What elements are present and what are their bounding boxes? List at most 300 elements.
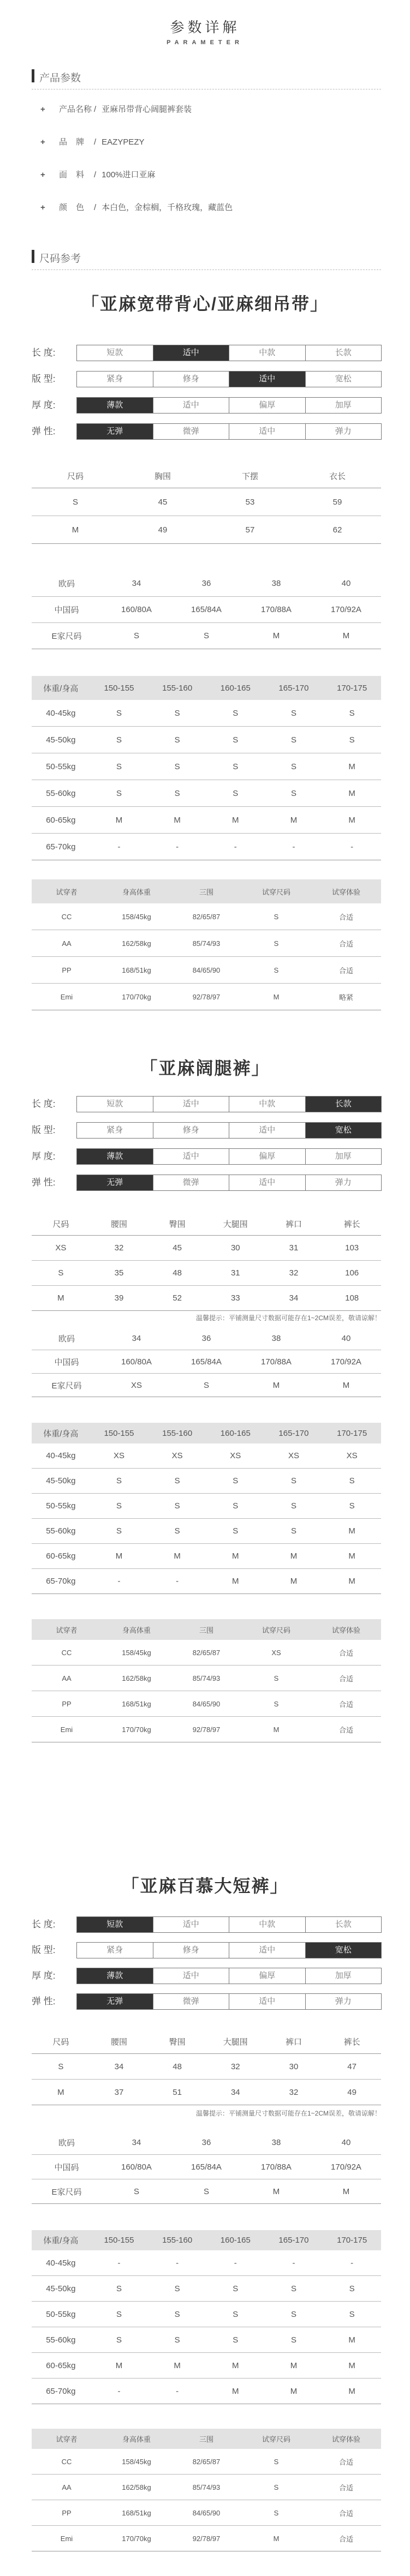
table-cell: - [90,834,148,860]
product-title: 「亚麻阔腿裤」 [140,1058,270,1078]
attr-label: 弹 性: [32,1996,56,2006]
conversion-table [32,1327,381,1397]
table-cell: M [90,807,148,834]
weight-height-table [32,1423,381,1594]
attr-length [32,1096,381,1112]
attr-label: 厚 度: [32,1151,56,1161]
table-cell: AA [32,930,102,957]
table-cell: M [32,516,119,544]
param-value: EAZYPEZY [102,137,145,147]
table-cell: 55-60kg [32,1519,90,1544]
table-cell: 55-60kg [32,780,90,807]
table-cell: S [148,1519,206,1544]
table-cell: M [265,2353,323,2379]
measure-table [32,1212,381,1311]
header-cell: 155-160 [148,1423,206,1443]
attr-option: 短款 [77,1097,153,1112]
table-cell: M [265,807,323,834]
param-key: 品 牌 [59,137,88,147]
table-cell: PP [32,1691,102,1717]
table-cell: E家尺码 [32,623,102,649]
table-cell: 合适 [311,1717,381,1742]
page-title: 参数详解 [170,19,240,35]
table-cell: 65-70kg [32,834,90,860]
table-cell: S [206,2302,265,2327]
table-row [32,1519,381,1544]
header-cell: 试穿尺码 [241,879,311,903]
header-cell: 160-165 [206,676,265,700]
table-cell: S [206,1494,265,1519]
table-cell: 49 [323,2080,381,2105]
conversion-table [32,571,381,649]
table-cell: 170/92A [311,1350,381,1374]
attr-option: 无弹 [77,1175,153,1190]
attr-label: 弹 性: [32,1177,56,1188]
tryon-table [32,2429,381,2551]
tryon-table [32,879,381,1010]
table-cell: 合适 [311,1640,381,1666]
attr-option: 长款 [306,1097,382,1112]
table-cell: 82/65/87 [171,1640,241,1666]
table-row [32,1469,381,1494]
table-row [32,2080,381,2105]
table-cell: 84/65/90 [171,957,241,984]
table-cell: S [148,2276,206,2302]
table-row [32,1569,381,1594]
table-cell: 45 [119,488,206,516]
table-cell: XS [323,1443,381,1469]
table-row [32,1691,381,1717]
header-cell: 三围 [171,2429,241,2449]
table-cell: 84/65/90 [171,1691,241,1717]
table-row [32,2276,381,2302]
param-sep: / [94,137,97,147]
table-row [32,807,381,834]
table-cell: 165/84A [171,597,241,623]
table-cell: S [171,2179,241,2204]
plus-icon: + [40,137,45,147]
attr-length [32,1916,381,1933]
plus-icon: + [40,105,45,114]
attr-option: 适中 [153,1097,230,1112]
table-cell: 170/92A [311,2155,381,2179]
table-cell: PP [32,2500,102,2526]
table-cell: - [148,2379,206,2404]
header-cell: 体重/身高 [32,1423,90,1443]
attr-option: 加厚 [335,1152,352,1161]
attr-label: 长 度: [32,348,56,358]
table-row [32,571,381,597]
table-cell: - [265,834,323,860]
table-cell: S [323,700,381,727]
table-cell: Emi [32,984,102,1010]
attr-option: 偏厚 [229,1149,306,1164]
table-cell: 65-70kg [32,1569,90,1594]
attr-label: 厚 度: [32,1970,56,1981]
table-cell: M [311,2179,381,2204]
table-cell: 160/80A [102,2155,171,2179]
table-row [32,2302,381,2327]
header-cell: 身高体重 [102,1619,171,1640]
table-cell: S [241,957,311,984]
table-cell: M [323,1519,381,1544]
table-cell: S [265,753,323,780]
attr-thickness [32,1148,381,1165]
table-cell: 47 [323,2054,381,2080]
table-cell: M [206,2379,265,2404]
table-cell: 40 [311,2130,381,2155]
table-row [32,1350,381,1374]
table-cell: M [323,2327,381,2353]
table-cell: 50-55kg [32,1494,90,1519]
attr-thickness [32,397,381,414]
table-cell: 34 [90,2054,148,2080]
table-cell: 52 [148,1286,206,1311]
table-cell: M [323,753,381,780]
table-header-row [32,2029,381,2054]
plus-icon: + [40,170,45,179]
table-cell: S [206,780,265,807]
table-cell: 40 [311,1327,381,1350]
table-cell: - [148,1569,206,1594]
header-cell: 尺码 [32,464,119,488]
table-row [32,2449,381,2475]
table-cell: 37 [90,2080,148,2105]
table-cell: S [148,700,206,727]
header-cell: 165-170 [265,2230,323,2250]
header-cell: 160-165 [206,1423,265,1443]
table-cell: 32 [265,1261,323,1286]
attr-label: 版 型: [32,1945,56,1955]
table-cell: S [32,488,119,516]
table-row [32,2327,381,2353]
param-value: 本白色，金棕榈，千格玫瑰，藏蓝色 [102,203,233,212]
table-cell: 50-55kg [32,753,90,780]
table-cell: 60-65kg [32,1544,90,1569]
table-cell: M [90,2353,148,2379]
header-cell: 试穿尺码 [241,2429,311,2449]
attr-option: 无弹 [77,1994,153,2009]
table-cell: S [241,1666,311,1691]
table-cell: PP [32,957,102,984]
table-cell: 158/45kg [102,903,171,930]
table-cell: XS [32,1236,90,1261]
table-header-row [32,2230,381,2250]
attr-option: 微弹 [153,424,230,439]
attr-option: 修身 [153,1123,230,1138]
table-cell: S [148,753,206,780]
table-cell: M [323,2353,381,2379]
table-cell: S [265,2302,323,2327]
table-cell: S [32,2054,90,2080]
table-cell: M [323,1569,381,1594]
attr-option: 长款 [335,1920,352,1929]
attr-option: 宽松 [306,1123,382,1138]
table-cell: S [241,1691,311,1717]
table-cell: 合适 [311,957,381,984]
table-cell: AA [32,2475,102,2500]
table-cell: 85/74/93 [171,1666,241,1691]
table-cell: S [241,2500,311,2526]
table-cell: 30 [265,2054,323,2080]
table-row [32,2179,381,2204]
header-cell: 大腿围 [206,2029,265,2054]
attr-scale [76,345,382,361]
table-cell: S [265,1494,323,1519]
table-cell: S [206,2276,265,2302]
attr-elasticity [32,1993,381,2010]
table-cell: S [32,1261,90,1286]
table-header-row [32,1212,381,1236]
table-cell: M [206,1569,265,1594]
table-cell: M [323,1544,381,1569]
table-cell: 108 [323,1286,381,1311]
table-row [32,1666,381,1691]
table-row [32,1236,381,1261]
header-cell: 大腿围 [206,1212,265,1236]
attr-option: 适中 [229,372,306,387]
attr-scale [76,1993,382,2010]
table-cell: 60-65kg [32,2353,90,2379]
param-row [40,101,192,118]
attr-option: 适中 [229,424,306,439]
header-cell: 试穿者 [32,2429,102,2449]
section-marker [32,69,34,82]
table-cell: 39 [90,1286,148,1311]
table-cell: S [102,2179,171,2204]
table-cell: 48 [148,2054,206,2080]
table-cell: S [90,1469,148,1494]
header-cell: 160-165 [206,2230,265,2250]
table-cell: 45-50kg [32,727,90,753]
param-sep: / [94,203,97,212]
table-row [32,488,381,516]
table-cell: S [171,1374,241,1397]
table-cell: E家尺码 [32,1374,102,1397]
table-cell: S [323,727,381,753]
header-cell: 170-175 [323,1423,381,1443]
table-cell: 45-50kg [32,1469,90,1494]
table-cell: 38 [241,571,311,597]
table-cell: S [323,2302,381,2327]
table-cell: 34 [102,1327,171,1350]
attr-option: 适中 [229,1943,306,1958]
table-row [32,930,381,957]
section-title-params: 产品参数 [39,73,81,84]
param-sep: / [94,105,97,114]
attr-option: 宽松 [335,374,352,384]
table-row [32,700,381,727]
table-row [32,2379,381,2404]
table-row [32,2054,381,2080]
header-cell: 150-155 [90,1423,148,1443]
table-cell: M [241,623,311,649]
attr-option: 无弹 [77,424,153,439]
table-cell: 85/74/93 [171,930,241,957]
table-cell: 168/51kg [102,957,171,984]
table-row [32,2353,381,2379]
table-row [32,2250,381,2276]
table-cell: M [241,2526,311,2551]
attr-thickness [32,1968,381,1984]
table-cell: 55-60kg [32,2327,90,2353]
table-cell: 中国码 [32,1350,102,1374]
attr-scale [76,1942,382,1958]
table-cell: 160/80A [102,1350,171,1374]
table-cell: Emi [32,1717,102,1742]
table-cell: 48 [148,1261,206,1286]
attr-scale [76,397,382,414]
table-row [32,727,381,753]
attr-label: 长 度: [32,1099,56,1109]
table-cell: XS [148,1443,206,1469]
table-cell: 170/88A [241,597,311,623]
table-cell: 中国码 [32,2155,102,2179]
table-cell: 中国码 [32,597,102,623]
header-cell: 身高体重 [102,879,171,903]
table-row [32,1443,381,1469]
divider [32,269,381,270]
table-cell: 合适 [311,2449,381,2475]
table-cell: 40-45kg [32,700,90,727]
table-cell: 168/51kg [102,2500,171,2526]
measure-table [32,2029,381,2105]
table-cell: 36 [171,571,241,597]
attr-option: 薄款 [77,1149,153,1164]
table-cell: CC [32,2449,102,2475]
table-cell: 106 [323,1261,381,1286]
attr-option: 短款 [77,1917,153,1932]
table-cell: M [206,1544,265,1569]
tryon-table [32,1619,381,1742]
table-row [32,1374,381,1397]
table-cell: S [148,2302,206,2327]
table-cell: S [323,2276,381,2302]
attr-option: 薄款 [77,398,153,413]
table-cell: 158/45kg [102,2449,171,2475]
table-cell: S [241,2449,311,2475]
table-cell: M [311,1374,381,1397]
attr-option: 紧身 [77,1123,153,1138]
table-cell: M [148,2353,206,2379]
table-cell: - [323,834,381,860]
table-cell: 36 [171,2130,241,2155]
table-cell: 170/70kg [102,1717,171,1742]
table-cell: 84/65/90 [171,2500,241,2526]
param-value: 100%进口亚麻 [102,170,156,179]
table-cell: S [265,700,323,727]
table-row [32,753,381,780]
table-cell: M [311,623,381,649]
header-cell: 下摆 [206,464,294,488]
table-cell: 50-55kg [32,2302,90,2327]
attr-label: 弹 性: [32,426,56,436]
table-cell: M [241,2179,311,2204]
table-cell: XS [90,1443,148,1469]
param-value: 亚麻吊带背心阔腿裤套装 [102,105,192,114]
table-row [32,597,381,623]
table-row [32,1640,381,1666]
table-cell: 34 [265,1286,323,1311]
table-cell: S [148,727,206,753]
table-cell: S [323,1494,381,1519]
table-cell: 158/45kg [102,1640,171,1666]
attr-elasticity [32,423,381,440]
param-key: 颜 色 [59,203,88,212]
header-cell: 裤口 [265,1212,323,1236]
header-cell: 150-155 [90,676,148,700]
table-cell: M [323,780,381,807]
header-cell: 试穿者 [32,1619,102,1640]
table-cell: 82/65/87 [171,2449,241,2475]
table-cell: S [171,623,241,649]
attr-label: 版 型: [32,374,56,384]
table-cell: 65-70kg [32,2379,90,2404]
attr-label: 厚 度: [32,400,56,410]
attr-option: 长款 [335,348,352,357]
header-cell: 臀围 [148,2029,206,2054]
table-cell: M [148,1544,206,1569]
table-cell: 34 [102,571,171,597]
table-cell: 36 [171,1327,241,1350]
header-cell: 身高体重 [102,2429,171,2449]
attr-option: 适中 [153,1968,230,1984]
table-cell: - [265,2250,323,2276]
table-cell: 40-45kg [32,1443,90,1469]
table-cell: S [90,727,148,753]
section-marker [32,250,34,263]
table-cell: 62 [294,516,381,544]
conversion-table [32,2130,381,2204]
table-row [32,2155,381,2179]
table-cell: 92/78/97 [171,2526,241,2551]
table-cell: M [32,1286,90,1311]
table-cell: 103 [323,1236,381,1261]
table-cell: 59 [294,488,381,516]
table-cell: S [265,2327,323,2353]
attr-option: 弹力 [335,427,352,436]
weight-height-table [32,676,381,860]
attr-elasticity [32,1175,381,1191]
table-row [32,957,381,984]
table-cell: 合适 [311,930,381,957]
table-cell: 168/51kg [102,1691,171,1717]
param-key: 产品名称 [59,105,92,114]
table-cell: S [148,780,206,807]
header-cell: 165-170 [265,676,323,700]
header-cell: 试穿体验 [311,879,381,903]
table-cell: M [323,807,381,834]
table-header-row [32,1423,381,1443]
table-cell: S [265,2276,323,2302]
table-row [32,2475,381,2500]
table-cell: M [206,807,265,834]
product-title: 「亚麻宽带背心/亚麻细吊带」 [81,294,329,314]
table-header-row [32,464,381,488]
section-title-size: 尺码参考 [39,253,81,265]
attr-option: 紧身 [77,1943,153,1958]
attr-scale [76,1916,382,1933]
table-row [32,903,381,930]
attr-option: 修身 [153,372,230,387]
table-cell: 34 [206,2080,265,2105]
table-cell: 合适 [311,903,381,930]
table-cell: 32 [265,2080,323,2105]
attr-scale [76,1148,382,1165]
header-cell: 试穿体验 [311,2429,381,2449]
table-cell: 38 [241,2130,311,2155]
table-cell: S [323,1469,381,1494]
